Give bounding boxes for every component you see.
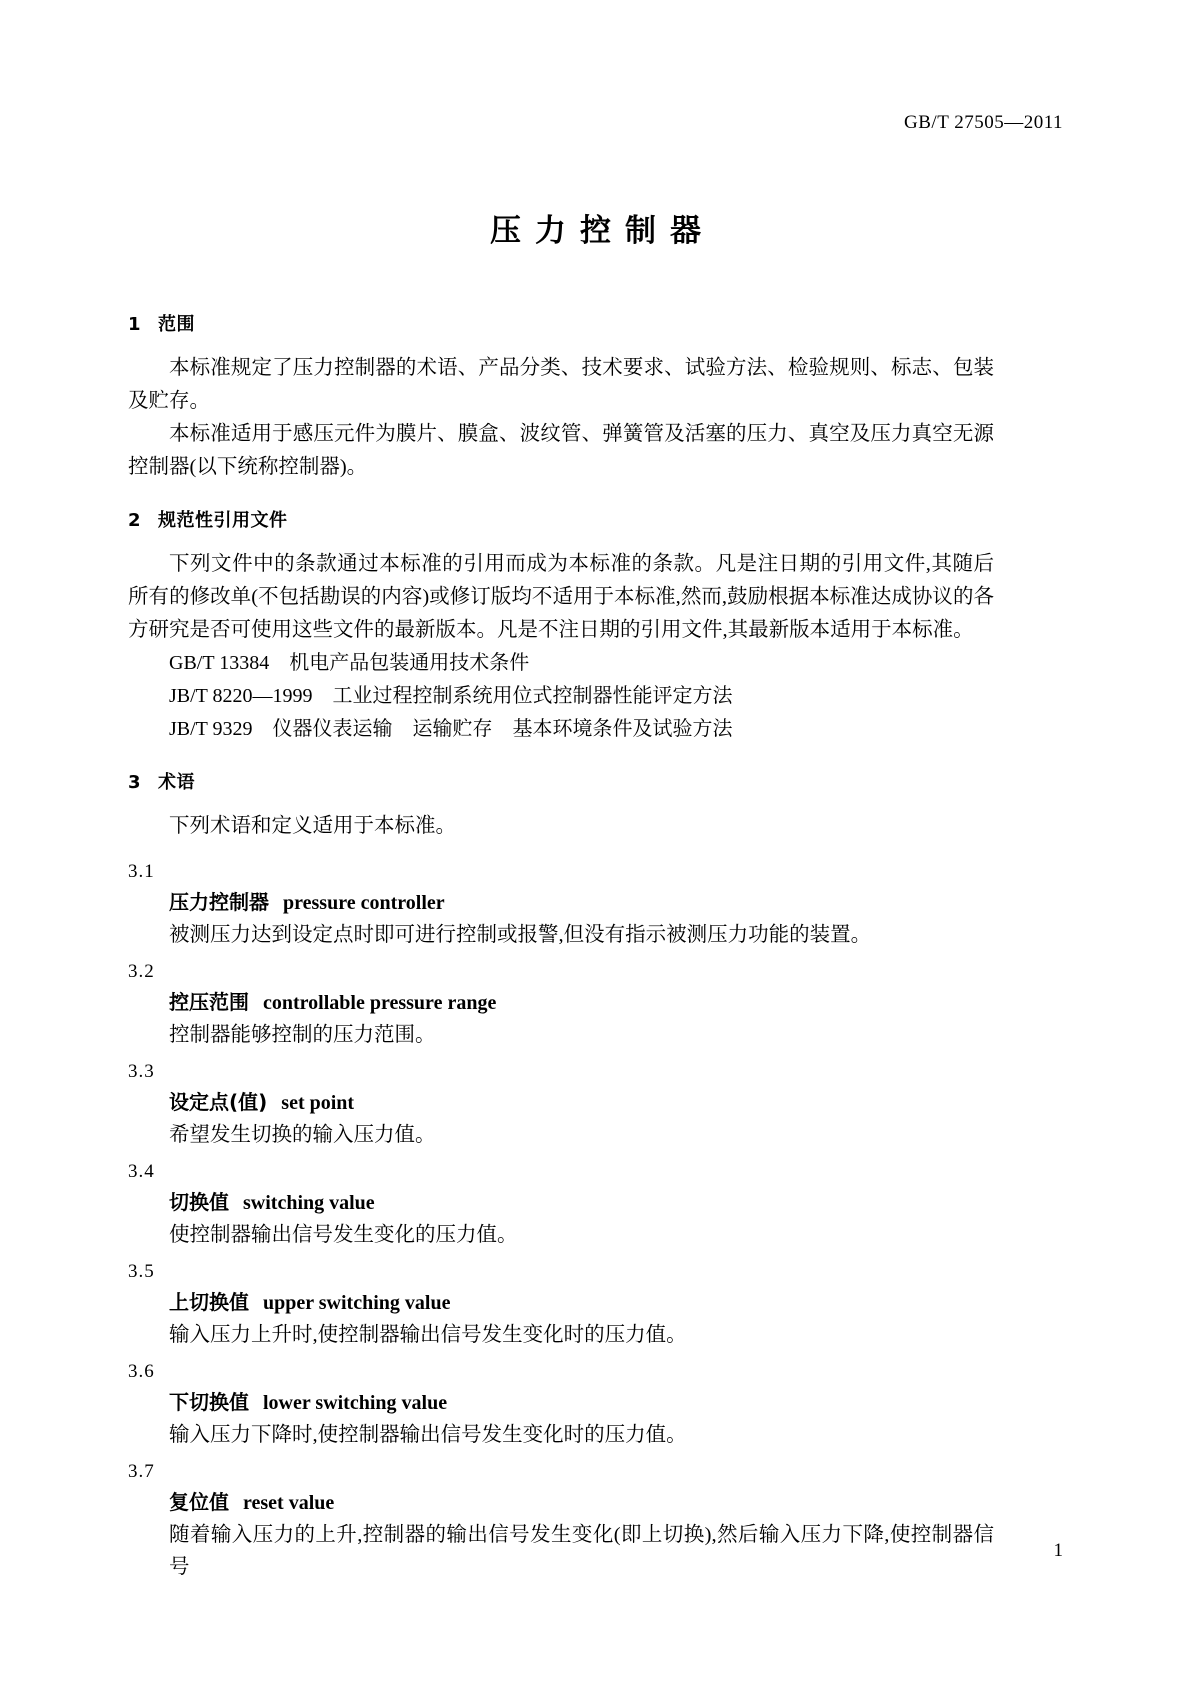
term-name-cn-3-2: 控压范围	[169, 990, 249, 1014]
section-number-2: 2	[128, 510, 142, 531]
term-name-en-3-7: reset value	[243, 1492, 335, 1514]
term-number-3-2: 3.2	[128, 961, 155, 982]
term-name-3-1	[128, 887, 994, 919]
term-name-en-3-1: pressure controller	[283, 892, 445, 914]
term-name-cn-3-5: 上切换值	[169, 1290, 249, 1314]
term-name-en-3-6: lower switching value	[263, 1392, 448, 1414]
term-name-en-3-4: switching value	[243, 1192, 375, 1214]
normative-reference-2: JB/T 8220—1999 工业过程控制系统用位式控制器性能评定方法	[169, 685, 733, 707]
term-name-3-3	[128, 1087, 994, 1119]
normative-reference-1: GB/T 13384 机电产品包装通用技术条件	[169, 652, 530, 674]
normative-reference-3: JB/T 9329 仪器仪表运输 运输贮存 基本环境条件及试验方法	[169, 718, 733, 740]
section-heading-2	[128, 506, 994, 532]
section-2-paragraph-1: 下列文件中的条款通过本标准的引用而成为本标准的条款。凡是注日期的引用文件,其随后所有的修改单(不包括勘误的内容)或修订版均不适用于本标准,然而,鼓励根据本标准达成协议的各方研究是否可使用这些文件的最新版本。凡是不注日期的引用文件,其最新版本适用于本标准。	[128, 553, 994, 641]
term-name-cn-3-4: 切换值	[169, 1190, 229, 1214]
term-name-en-3-5: upper switching value	[263, 1292, 451, 1314]
term-number-3-7: 3.7	[128, 1461, 155, 1482]
section-1-paragraph-2: 本标准适用于感压元件为膜片、膜盒、波纹管、弹簧管及活塞的压力、真空及压力真空无源控制器(以下统称控制器)。	[128, 423, 994, 478]
term-number-3-5: 3.5	[128, 1261, 155, 1282]
term-definition-3-1: 被测压力达到设定点时即可进行控制或报警,但没有指示被测压力功能的装置。	[169, 924, 872, 946]
term-number-3-3: 3.3	[128, 1061, 155, 1082]
term-number-3-6: 3.6	[128, 1361, 155, 1382]
term-name-cn-3-6: 下切换值	[169, 1390, 249, 1414]
term-name-3-4	[128, 1187, 994, 1219]
page-header-standard-code: GB/T 27505—2011	[904, 112, 1063, 133]
term-number-3-4: 3.4	[128, 1161, 155, 1182]
page-title: 压力控制器	[490, 213, 715, 249]
term-definition-3-4: 使控制器输出信号发生变化的压力值。	[169, 1224, 518, 1246]
section-number-3: 3	[128, 772, 142, 793]
term-name-3-6	[128, 1387, 994, 1419]
term-name-3-2	[128, 987, 994, 1019]
section-heading-1	[128, 310, 994, 336]
term-name-3-7	[128, 1487, 994, 1519]
term-name-en-3-3: set point	[281, 1092, 355, 1114]
document-body	[128, 288, 994, 1583]
term-name-en-3-2: controllable pressure range	[263, 992, 497, 1014]
term-definition-3-5: 输入压力上升时,使控制器输出信号发生变化时的压力值。	[169, 1324, 687, 1346]
term-name-cn-3-1: 压力控制器	[169, 890, 269, 914]
term-name-3-5	[128, 1287, 994, 1319]
section-1-paragraph-1: 本标准规定了压力控制器的术语、产品分类、技术要求、试验方法、检验规则、标志、包装及贮存。	[128, 357, 994, 412]
term-name-cn-3-7: 复位值	[169, 1490, 229, 1514]
section-title-2: 规范性引用文件	[158, 510, 288, 531]
term-name-cn-3-3: 设定点(值)	[169, 1090, 268, 1114]
section-heading-3	[128, 768, 994, 794]
section-title-1: 范围	[158, 314, 195, 335]
section-3-paragraph-1: 下列术语和定义适用于本标准。	[169, 815, 456, 837]
term-definition-3-3: 希望发生切换的输入压力值。	[169, 1124, 436, 1146]
section-title-3: 术语	[158, 772, 195, 793]
page-number: 1	[1053, 1540, 1063, 1561]
term-definition-3-6: 输入压力下降时,使控制器输出信号发生变化时的压力值。	[169, 1424, 687, 1446]
term-definition-3-2: 控制器能够控制的压力范围。	[169, 1024, 436, 1046]
term-number-3-1: 3.1	[128, 861, 155, 882]
section-number-1: 1	[128, 314, 142, 335]
term-definition-3-7: 随着输入压力的上升,控制器的输出信号发生变化(即上切换),然后输入压力下降,使控制器信号	[169, 1524, 994, 1578]
